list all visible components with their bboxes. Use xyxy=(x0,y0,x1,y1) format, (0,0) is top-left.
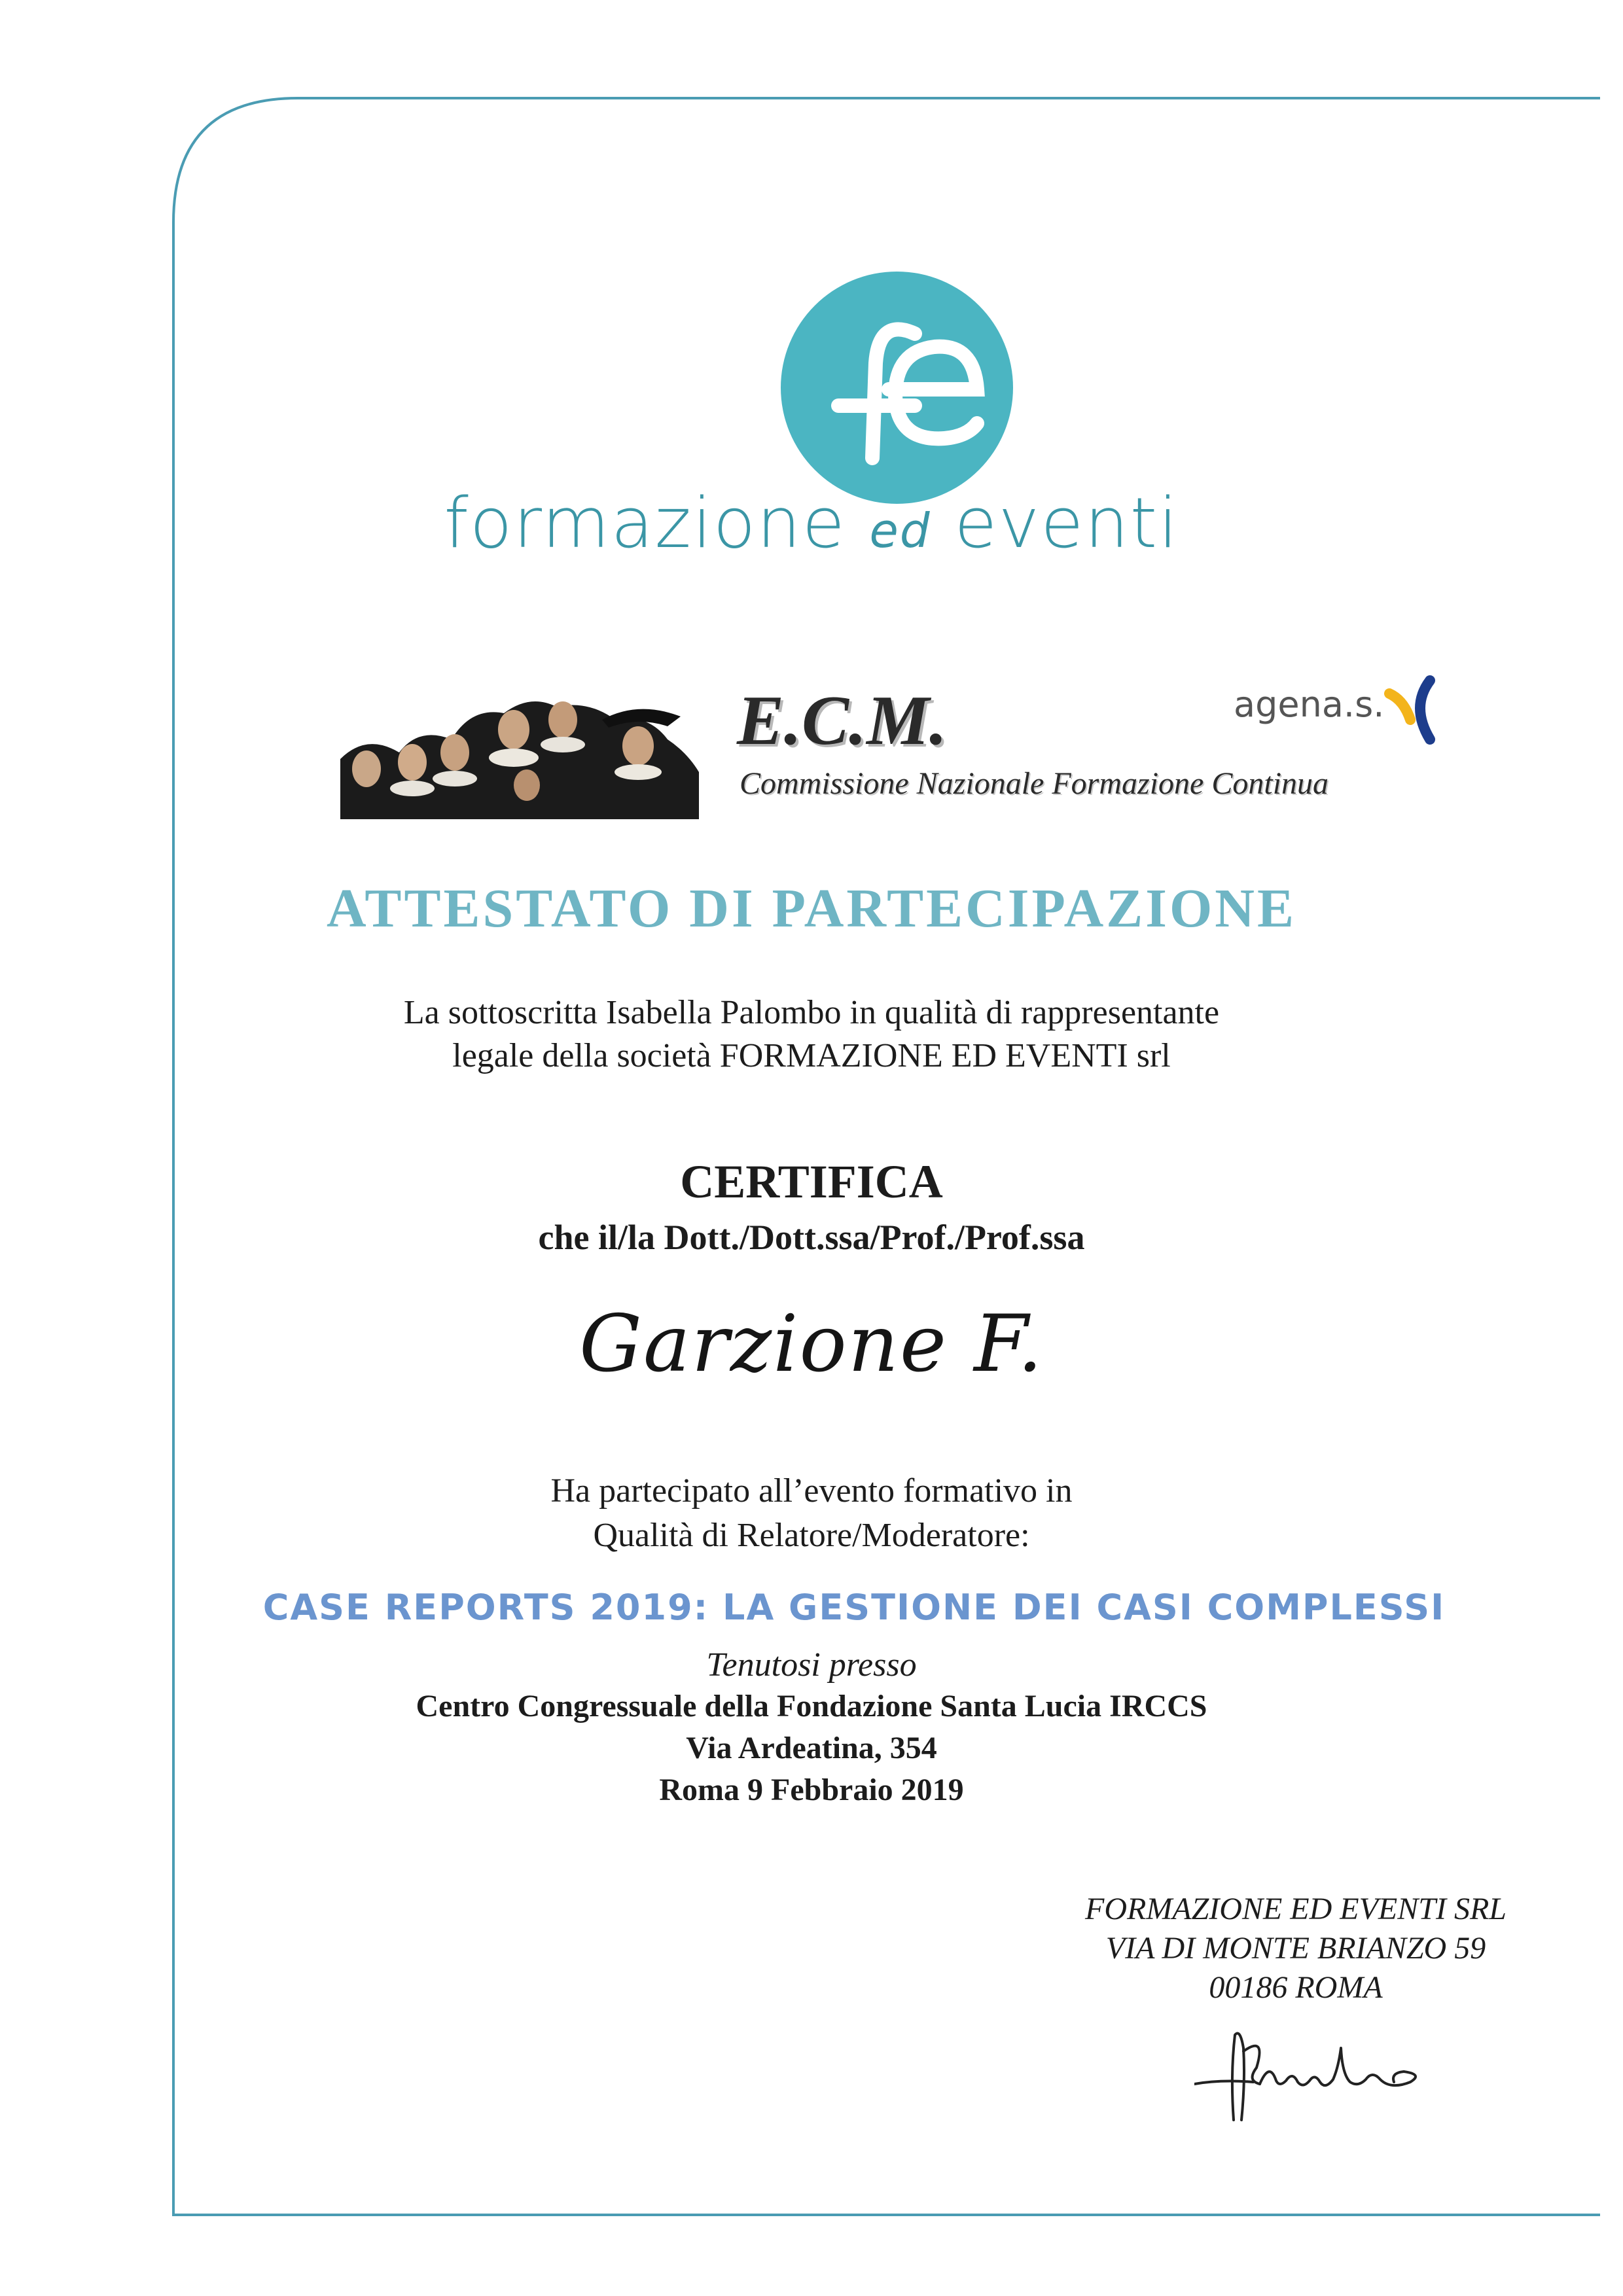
brand-wordmark xyxy=(0,483,1623,563)
fe-logo-mark xyxy=(781,272,1013,504)
event-title: CASE REPORTS 2019: LA GESTIONE DEI CASI COMPLESSI xyxy=(262,1587,1446,1628)
intro-line-1: La sottoscritta Isabella Palombo in qualità di rappresentante xyxy=(403,994,1220,1031)
event-street: Via Ardeatina, 354 xyxy=(686,1731,937,1765)
event-date: Roma 9 Febbraio 2019 xyxy=(659,1773,964,1807)
ecm-title: E.C.M. xyxy=(737,682,948,760)
brand-name-start: formazione xyxy=(444,483,846,563)
company-address-line-1: FORMAZIONE ED EVENTI SRL xyxy=(1085,1892,1507,1926)
ecm-subtitle: Commissione Nazionale Formazione Continua xyxy=(740,766,1329,801)
intro-line-2: legale della società FORMAZIONE ED EVENTI srl xyxy=(452,1037,1171,1074)
ecm-painting-image xyxy=(340,680,699,819)
certificate-heading: ATTESTATO DI PARTECIPAZIONE xyxy=(327,878,1296,939)
title-line: che il/la Dott./Dott.ssa/Prof./Prof.ssa xyxy=(538,1218,1085,1257)
company-address-line-2: VIA DI MONTE BRIANZO 59 xyxy=(1105,1931,1486,1966)
agenas-logo-icon xyxy=(1384,674,1436,746)
participation-line-2: Qualità di Relatore/Moderatore: xyxy=(593,1517,1030,1554)
brand-name-end: eventi xyxy=(954,483,1179,563)
participation-line-1: Ha partecipato all’evento formativo in xyxy=(550,1472,1073,1510)
company-address-line-3: 00186 ROMA xyxy=(1209,1970,1383,2005)
brand-name-ed: ed xyxy=(869,503,931,558)
participation-text xyxy=(0,1469,1623,1558)
event-venue-block xyxy=(0,1686,1623,1811)
recipient-name: Garzione F. xyxy=(579,1299,1044,1390)
intro-text xyxy=(0,991,1623,1078)
event-held-at: Tenutosi presso xyxy=(706,1646,917,1684)
company-address xyxy=(1034,1890,1558,2007)
certifica-title: CERTIFICA xyxy=(680,1156,943,1208)
agenas-logo-text: agena.s. xyxy=(1234,684,1385,725)
handwritten-signature xyxy=(1194,2022,1430,2133)
event-venue: Centro Congressuale della Fondazione Santa Lucia IRCCS xyxy=(416,1689,1207,1723)
